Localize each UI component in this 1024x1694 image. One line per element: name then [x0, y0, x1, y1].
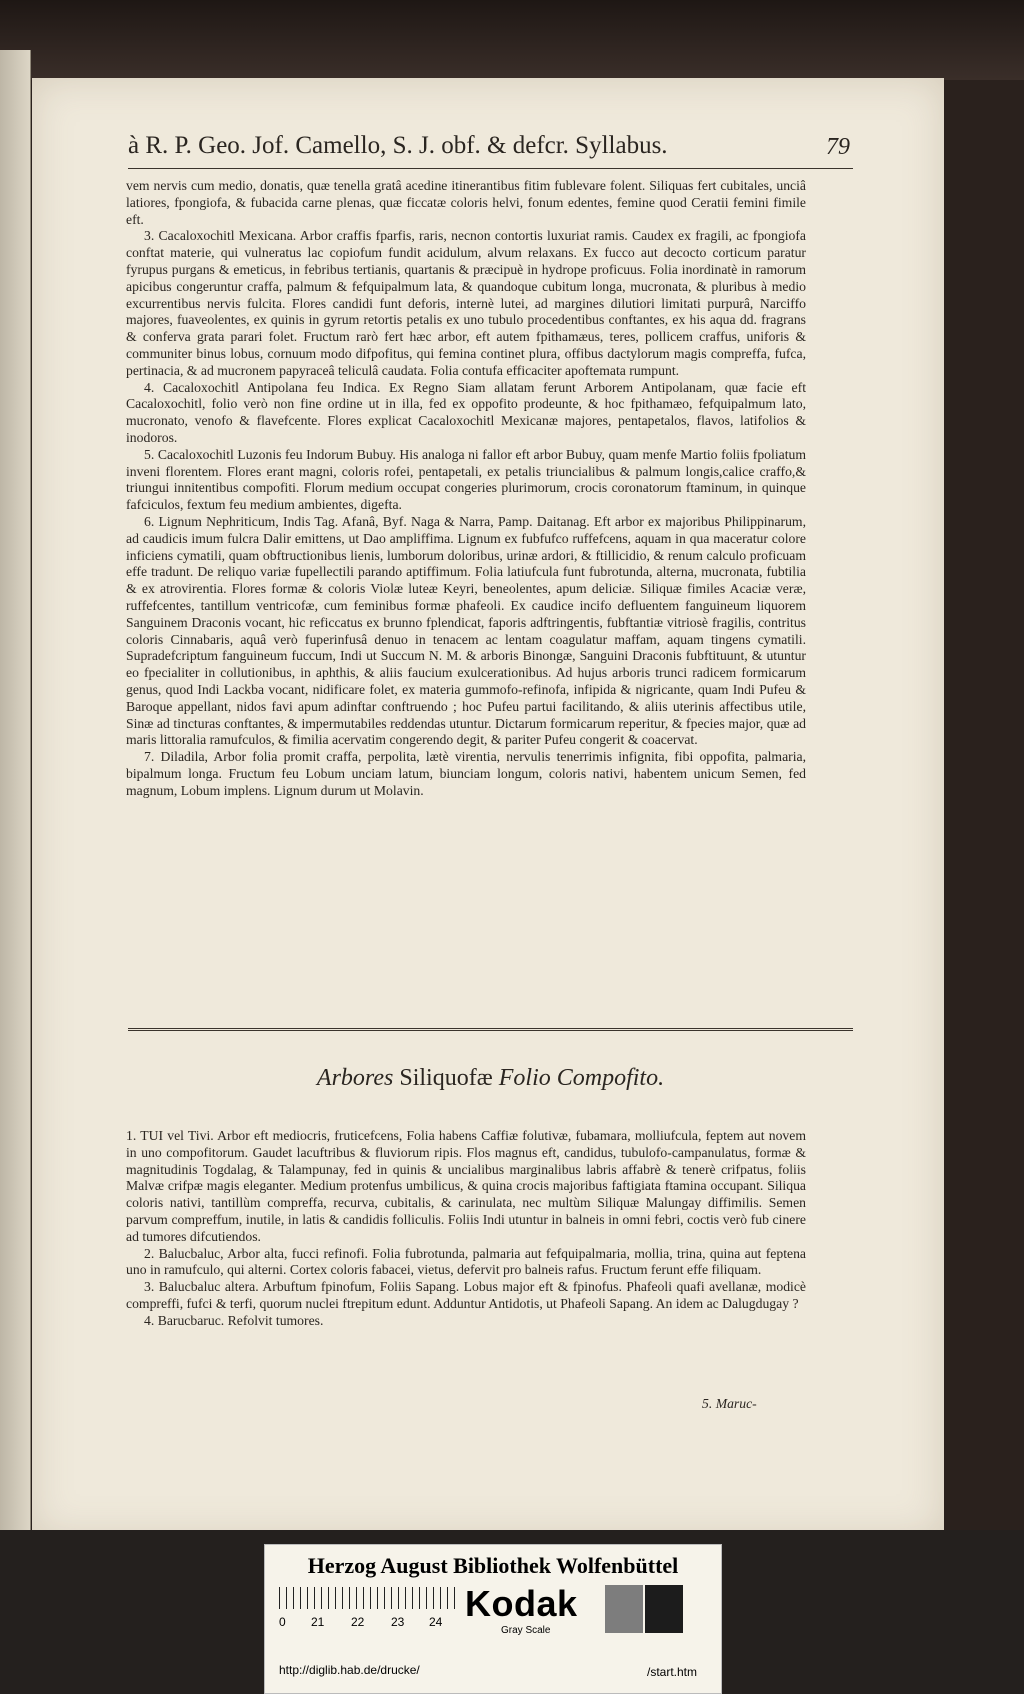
paragraph: 3. Cacaloxochitl Mexicana. Arbor craffis fparfis, raris, necnon contortis luxuriat ramis. Caudex ex fragili, ac fpongiofa conftat materie, qui vulneratus lac copiofum fundit acidulum, alvum relaxans. Ex fucco aut decocto corticum paratur fyrupus purgans & emeticus, in febribus tertianis, quartanis & præcipuè in hydrope proficuus. Folia inordinatè in ramorum apicibus congeruntur craffa, palmum & fefquipalmum lata, & quandoque cubitum longa, mucronata, & pluribus à medio excurrentibus nervis fulcita. Flores candidi funt deforis, internè lutei, ad margines dilutiori limitati purpurâ, Narciffo majores, fuaveolentes, ex quinis in gyrum retortis petalis ex uno tubulo procedentibus conftantes, ex his aqua dd. fragrans & conferva grata parari folet. Fructum rarò fert hæc arbor, eft autem fpithamæus, teres, pollicem craffus, uniforis & communiter binus lobus, cornuum modo difpofitus, qui femina continet plura, offibus dactylorum magis compreffa, fufca, pertinacia, & ad mucronem papyraceâ teliculâ caudata. Folia contufa efficaciter apoftemata rumpunt.: [126, 228, 806, 378]
library-color-card: [264, 1544, 722, 1694]
running-header: [128, 132, 848, 172]
paragraph: vem nervis cum medio, donatis, quæ tenella gratâ acedine itinerantibus fitim fublevare folent. Siliquas fert cubitales, unciâ latiores, fpongiofa, & fubacida carne plenas, quæ ficcatæ coloris helvi, fonum edentes, femine quod Ceratii femini fimile eft.: [126, 178, 806, 227]
paragraph: 6. Lignum Nephriticum, Indis Tag. Afanâ, Byf. Naga & Narra, Pamp. Daitanag. Eft arbor ex majoribus Philippinarum, ad caudicis imum fulcra Dalir emittens, ut Dao ampliffima. Lignum ex fubfufco ruffefcens, aquam in qua maceratur colore inficiens cymatili, quam obftructionibus lienis, lumborum doloribus, urinæ ardori, & ftillicidio, & renum calculo proficuam effe tradunt. De reliquo variæ fupellectili parando aptiffimum. Folia latiufcula funt fubrotunda, alterna, mucronata, fubtilia & ex atrovirentia. Flores formæ & coloris Violæ luteæ Keyri, beneolentes, apum deliciæ. Siliquæ fimiles Acaciæ veræ, ruffefcentes, tantillum ventricofæ, cum feminibus formæ phafeoli. Ex caudice incifo defluentem fanguineum liquorem Sanguinem Draconis vocant, hic reficcatus ex brunno fplendicat, faporis adftringentis, fubftantiæ vitriosè fragilis, contritus coloris Cinnabaris, aquâ verò fuperinfusâ denuo in tenacem ac lentam coagulatur maffam, aquam tingens cymatili. Supradefcriptum fanguineum fuccum, Indi ut Succum N. M. & arboris Binongæ, Sanguini Draconis fubftituunt, & utuntur eo fpecialiter in collutionibus, in aphthis, & aliis faucium exulcerationibus. Ad hujus arboris trunci radicem formicarum genus, quod Indi Lackba vocant, nidificare folet, ex materia gummofo-refinofa, infipida & nigricante, quam Indi Pufeu & Baroque appellant, nidos favi apum adinftar conftruendo ; hoc Pufeu partui facilitando, & aliis uterinis affectibus utile, Sinæ ad tincturas conftantes, & impermutabiles reddendas utuntur. Dictarum formicarum reperitur, & fpecies major, quæ ad maris littoralia ramufculos, & fimilia acervatim congerendo degit, & pariter Pufeu congerit & coacervat.: [126, 513, 806, 748]
paragraph: 1. TUI vel Tivi. Arbor eft mediocris, fruticefcens, Folia habens Caffiæ folutivæ, fubamara, molliufcula, feptem aut novem in uno compofitorum. Gaudet lacuftribus & fluviorum ripis. Flos magnus eft, candidus, tubulofo-campanulatus, formæ & magnitudinis Togdalag, & Talampunay, fed in quinis & uncialibus marginalibus labris affabrè & tenerè crifpatus, foliis Malvæ crifpæ magis eleganter. Medium protenfus umbilicus, & quina crocis majoribus faftigiata ftamina occupant. Siliqua coloris nativi, tantillùm compreffa, recurva, cubitalis, & carinulata, nec multùm Siliquæ Malungay diffimilis. Semen parvum compreffum, inutile, in latis & candidis folliculis. Foliis Indi utuntur in balneis in omni febri, coctis verò fub cinere ad tumores difcutiendos.: [126, 1128, 806, 1244]
black-patch: [645, 1585, 683, 1633]
page-number: 79: [826, 134, 850, 160]
institution-name: Herzog August Bibliothek Wolfenbüttel: [307, 1553, 679, 1578]
paragraph: 3. Balucbaluc altera. Arbuftum fpinofum, Foliis Sapang. Lobus major eft & fpinofus. Phafeoli quafi avellanæ, modicè compreffi, fufci & terfi, quorum nuclei ftrepitum edunt. Adduntur Antidotis, ut Phafeoli Sapang. An idem ac Dalugdugay ?: [126, 1279, 806, 1311]
paragraph: 4. Cacaloxochitl Antipolana feu Indica. Ex Regno Siam allatam ferunt Arborem Antipolanam, quæ facie eft Cacaloxochitl, folio verò non fine ordine ut in illa, fed ex oppofito prodeunte, & hoc fpithamæo, fefquipalmum lato, mucronato, venofo & flavefcente. Flores explicat Cacaloxochitl Mexicanæ majores, pentapetalos, flavos, latifolios & inodoros.: [126, 379, 806, 445]
start-page-link: /start.htm: [647, 1665, 698, 1679]
previous-page-edge: [0, 50, 31, 1540]
ruler-number: 24: [429, 1615, 443, 1629]
section-title-part: Folio Compofito.: [498, 1065, 665, 1091]
gray-scale-label: Gray Scale: [501, 1625, 551, 1636]
book-page: [32, 78, 944, 1538]
paragraph: 4. Barucbaruc. Refolvit tumores.: [144, 1312, 324, 1328]
running-title: à R. P. Geo. Jof. Camello, S. J. obf. & defcr. Syllabus.: [128, 132, 668, 159]
catchword: 5. Maruc-: [702, 1396, 757, 1411]
header-rule: [128, 168, 853, 169]
paragraph: 7. Diladila, Arbor folia promit craffa, perpolita, lætè virentia, nervulis tenerrimis infignita, fibi oppofita, palmaria, bipalmum longa. Fructum feu Lobum unciam latum, biunciam longum, coloris nativi, habentem unicum Semen, fed magnum, Lobum implens. Lignum durum ut Molavin.: [126, 749, 806, 798]
gray-patch: [605, 1585, 643, 1633]
ruler-number: 0: [279, 1615, 286, 1629]
ruler-number: 21: [311, 1615, 325, 1629]
measurement-ruler: [279, 1587, 455, 1609]
section-title-part: Arbores: [316, 1065, 394, 1091]
digital-library-url: http://diglib.hab.de/drucke/: [279, 1663, 420, 1677]
text-block-bottom: [126, 1128, 806, 1330]
kodak-logo: Kodak: [465, 1583, 578, 1624]
paragraph: 5. Cacaloxochitl Luzonis feu Indorum Bubuy. His analoga ni fallor eft arbor Bubuy, quam menfe Martio foliis fpoliatum inveni florentem. Flores erant magni, coloris rofei, pentapetali, ex petalis triuncialibus & palmum longis,calice craffo,& triungui innitentibus compofiti. Florum medium occupat congeries plurimorum, crocis coronatorum ftaminum, in quinque fafciculos, fextum feu medium ambientes, digefta.: [126, 446, 806, 513]
section-title: [128, 1065, 853, 1092]
paragraph: 2. Balucbaluc, Arbor alta, fucci refinofi. Folia fubrotunda, palmaria aut fefquipalmaria, mollia, trina, quina aut feptena uno in ramufculo, qui alterni. Cortex coloris fabacei, vietus, defervit pro balneis rafus. Fructum ferunt effe filiquam.: [126, 1245, 806, 1278]
scan-background-top: [0, 0, 1024, 80]
text-block-top: [126, 178, 806, 799]
ruler-number: 23: [391, 1615, 405, 1629]
ruler-number: 22: [351, 1615, 365, 1629]
section-divider: [128, 1028, 853, 1031]
section-title-part: Siliquofæ: [399, 1065, 493, 1091]
